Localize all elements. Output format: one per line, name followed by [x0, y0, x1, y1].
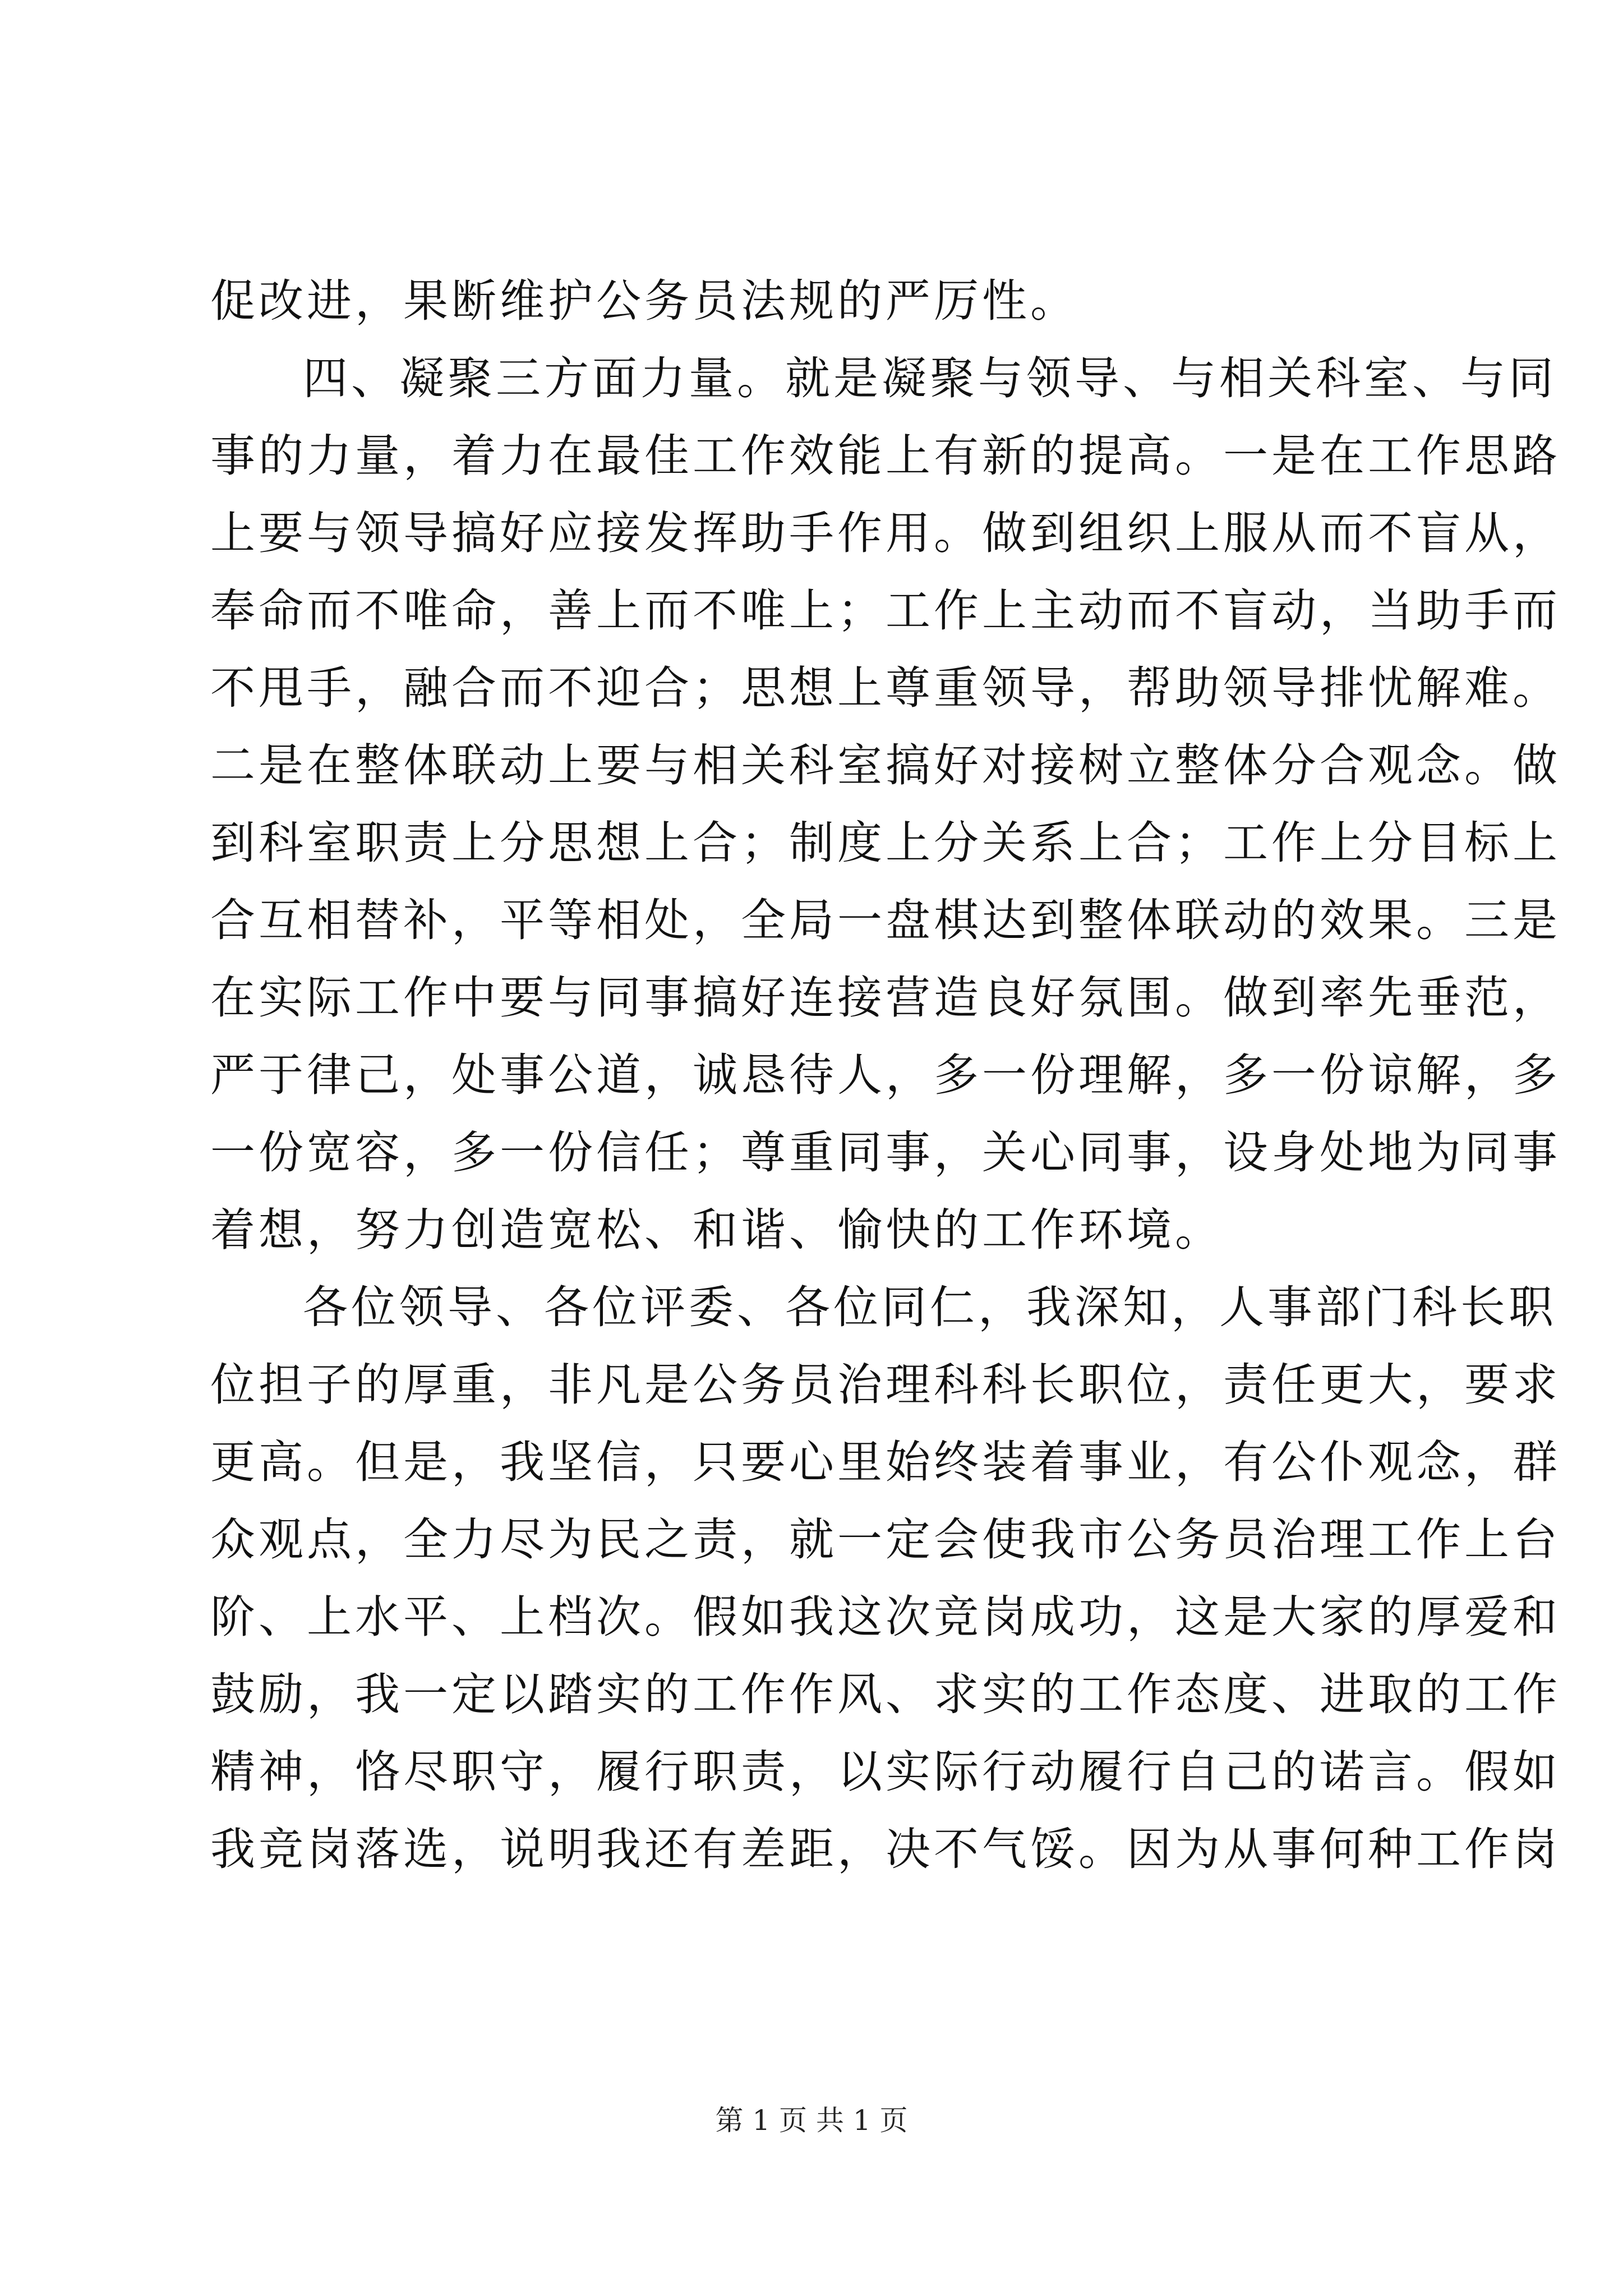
text-line: 阶、上水平、上档次。假如我这次竞岗成功，这是大家的厚爱和 — [210, 1591, 1561, 1643]
text-line: 在实际工作中要与同事搞好连接营造良好氛围。做到率先垂范， — [210, 972, 1561, 1024]
text-line: 合互相替补，平等相处，全局一盘棋达到整体联动的效果。三是 — [210, 894, 1561, 946]
text-line: 到科室职责上分思想上合；制度上分关系上合；工作上分目标上 — [210, 817, 1561, 869]
text-line: 鼓励，我一定以踏实的工作作风、求实的工作态度、进取的工作 — [210, 1668, 1561, 1720]
text-line: 上要与领导搞好应接发挥助手作用。做到组织上服从而不盲从， — [210, 507, 1561, 559]
text-line: 四、凝聚三方面力量。就是凝聚与领导、与相关科室、与同 — [303, 352, 1557, 404]
text-line: 奉命而不唯命，善上而不唯上；工作上主动而不盲动，当助手而 — [210, 585, 1561, 637]
text-line: 位担子的厚重，非凡是公务员治理科科长职位，责任更大，要求 — [210, 1359, 1561, 1411]
text-line: 一份宽容，多一份信任；尊重同事，关心同事，设身处地为同事 — [210, 1126, 1561, 1179]
text-line: 二是在整体联动上要与相关科室搞好对接树立整体分合观念。做 — [210, 739, 1561, 792]
text-line: 不甩手，融合而不迎合；思想上尊重领导，帮助领导排忧解难。 — [210, 662, 1561, 714]
text-line: 精神，恪尽职守，履行职责，以实际行动履行自己的诺言。假如 — [210, 1746, 1561, 1798]
text-line: 各位领导、各位评委、各位同仁，我深知，人事部门科长职 — [303, 1281, 1557, 1333]
text-line: 事的力量，着力在最佳工作效能上有新的提高。一是在工作思路 — [210, 430, 1561, 482]
text-line: 我竞岗落选，说明我还有差距，决不气馁。因为从事何种工作岗 — [210, 1823, 1561, 1875]
text-line: 着想，努力创造宽松、和谐、愉快的工作环境。 — [210, 1204, 1223, 1256]
text-line: 更高。但是，我坚信，只要心里始终装着事业，有公仆观念，群 — [210, 1436, 1561, 1488]
page-footer: 第 1 页 共 1 页 — [715, 2104, 908, 2137]
body-text — [210, 263, 1561, 1888]
text-line: 促改进，果断维护公务员法规的严厉性。 — [210, 275, 1078, 327]
text-line: 众观点，全力尽为民之责，就一定会使我市公务员治理工作上台 — [210, 1513, 1561, 1566]
text-line: 严于律己，处事公道，诚恳待人，多一份理解，多一份谅解，多 — [210, 1049, 1561, 1101]
